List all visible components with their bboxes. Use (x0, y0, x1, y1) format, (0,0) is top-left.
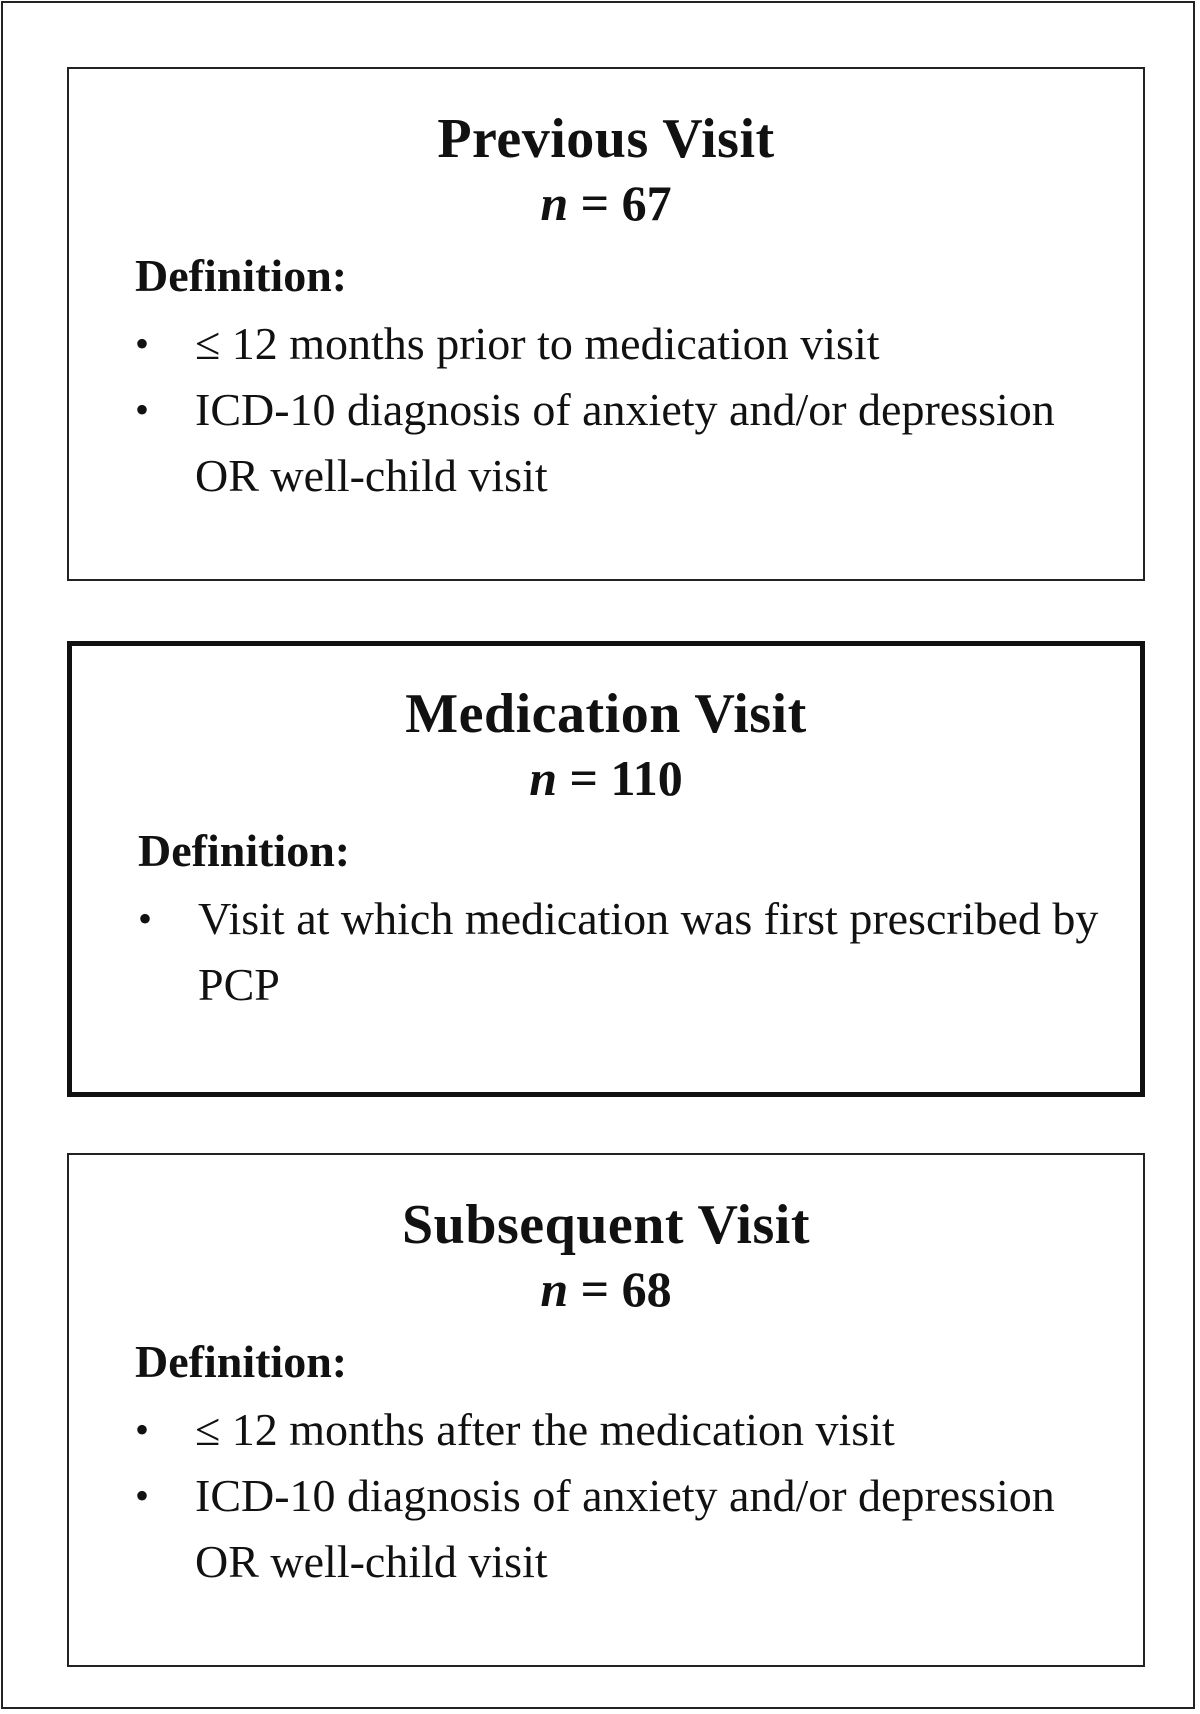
subsequent-visit-definition-heading: Definition: (135, 1336, 348, 1387)
previous-visit-definition-list (135, 311, 1103, 509)
subsequent-visit-box (67, 1153, 1145, 1667)
previous-visit-box (67, 67, 1145, 581)
bullet-icon: • (135, 1473, 150, 1518)
list-item (138, 886, 1100, 1018)
previous-visit-definition-heading: Definition: (135, 250, 348, 301)
previous-visit-n-symbol: n (540, 175, 569, 231)
medication-visit-n-value: = 110 (557, 750, 683, 806)
previous-visit-count (69, 171, 1143, 235)
subsequent-visit-bullet-2: ICD-10 diagnosis of anxiety and/or depression OR well-child visit (195, 1470, 1055, 1587)
bullet-icon: • (135, 387, 150, 432)
bullet-icon: • (135, 1407, 150, 1452)
previous-visit-bullet-1: ≤ 12 months prior to medication visit (195, 318, 880, 369)
medication-visit-title: Medication Visit (405, 683, 807, 745)
medication-visit-n-symbol: n (529, 750, 558, 806)
list-item (135, 311, 1103, 377)
list-item (135, 377, 1103, 509)
subsequent-visit-definition-list (135, 1397, 1103, 1595)
diagram-frame (1, 1, 1195, 1709)
medication-visit-definition-list (138, 886, 1100, 1018)
subsequent-visit-n-value: = 68 (568, 1261, 672, 1317)
medication-visit-definition-heading: Definition: (138, 825, 351, 876)
bullet-icon: • (138, 896, 153, 941)
list-item (135, 1463, 1103, 1595)
list-item (135, 1397, 1103, 1463)
subsequent-visit-title: Subsequent Visit (402, 1194, 810, 1256)
previous-visit-bullet-2: ICD-10 diagnosis of anxiety and/or depression OR well-child visit (195, 384, 1055, 501)
medication-visit-count (72, 746, 1140, 810)
previous-visit-title: Previous Visit (437, 108, 775, 170)
previous-visit-n-value: = 67 (568, 175, 672, 231)
medication-visit-bullet-1: Visit at which medication was first prescribed by PCP (198, 893, 1099, 1010)
medication-visit-box (67, 641, 1145, 1097)
subsequent-visit-count (69, 1257, 1143, 1321)
subsequent-visit-bullet-1: ≤ 12 months after the medication visit (195, 1404, 895, 1455)
subsequent-visit-n-symbol: n (540, 1261, 569, 1317)
bullet-icon: • (135, 321, 150, 366)
